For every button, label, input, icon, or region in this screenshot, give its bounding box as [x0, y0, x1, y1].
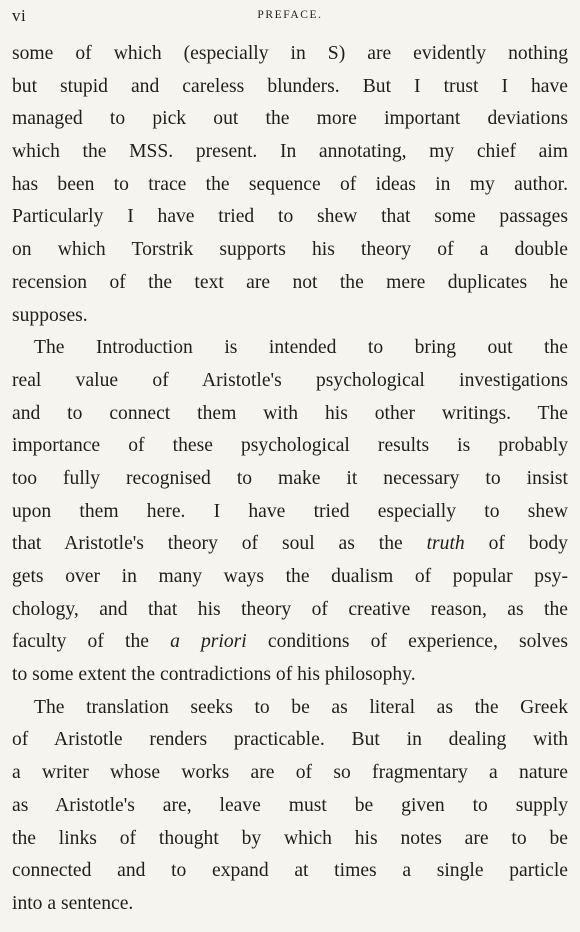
text-line: The Introduction is intended to bring out the [34, 337, 568, 359]
text-line: too fully recognised to make it necessary to insist [12, 467, 568, 489]
text-line: on which Torstrik supports his theory of a double [12, 239, 568, 261]
text-line: to some extent the contradictions of his philosophy. [12, 664, 416, 686]
paragraph-1 [12, 38, 568, 332]
text-line [12, 528, 568, 561]
page-number: vi [12, 6, 27, 25]
text-line: connected and to expand at times a single particle [12, 860, 568, 882]
paragraph-3 [12, 692, 568, 921]
text-line: supposes. [12, 304, 88, 326]
text-line: has been to trace the sequence of ideas in my author. [12, 173, 568, 195]
text-line: but stupid and careless blunders. But I trust I have [12, 75, 568, 97]
paragraph-2 [12, 332, 568, 692]
text-line: the links of thought by which his notes are to be [12, 827, 568, 849]
book-page [12, 6, 568, 921]
text-run: faculty of the [12, 631, 171, 653]
text-line: and to connect them with his other writings. The [12, 402, 568, 424]
running-head [12, 6, 568, 38]
text-line: The translation seeks to be as literal as the Greek [34, 696, 568, 718]
text-line [12, 626, 568, 659]
italic-text: truth [426, 533, 465, 555]
running-title: PREFACE. [257, 9, 323, 21]
text-run: of body [464, 533, 568, 555]
text-line: which the MSS. present. In annotating, my chief aim [12, 141, 568, 163]
text-line: into a sentence. [12, 892, 134, 914]
text-line: recension of the text are not the mere duplicates he [12, 271, 568, 293]
text-line: managed to pick out the more important deviations [12, 108, 568, 130]
text-line: importance of these psychological results is probably [12, 435, 568, 457]
text-line: Particularly I have tried to shew that some passages [12, 206, 568, 228]
italic-text: a priori [170, 631, 247, 653]
text-line: gets over in many ways the dualism of popular psy- [12, 566, 568, 587]
text-line: some of which (especially in S) are evidently nothing [12, 43, 568, 64]
text-line: chology, and that his theory of creative reason, as the [12, 598, 568, 620]
text-line: a writer whose works are of so fragmentary a nature [12, 762, 568, 784]
text-line: of Aristotle renders practicable. But in dealing with [12, 729, 568, 751]
text-line: real value of Aristotle's psychological investigations [12, 369, 568, 391]
text-line: upon them here. I have tried especially to shew [12, 500, 568, 522]
text-run: that Aristotle's theory of soul as the [12, 533, 427, 555]
text-line: as Aristotle's are, leave must be given to supply [12, 794, 568, 816]
text-run: conditions of experience, solves [246, 631, 568, 653]
